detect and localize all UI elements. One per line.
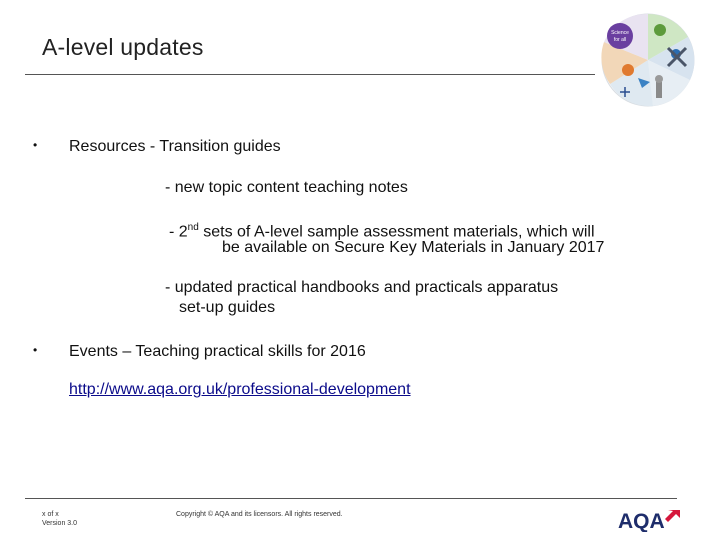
professional-development-link[interactable]: http://www.aqa.org.uk/professional-development — [69, 381, 411, 398]
aqa-logo-text: AQA — [618, 510, 665, 532]
aqa-logo — [618, 506, 682, 532]
badge-line2: for all — [613, 37, 627, 43]
bullet-text: Resources - Transition guides — [69, 138, 281, 155]
sub-item-sample-assessment-cont: be available on Secure Key Materials in January 2017 — [222, 239, 605, 256]
version-label: Version 3.0 — [42, 520, 78, 527]
sub-item-practical-handbooks: - updated practical handbooks and practicals apparatus — [165, 279, 559, 296]
page-number: x of x — [42, 511, 59, 518]
ordinal-suffix: nd — [187, 222, 199, 233]
sub-item-text: sets of A-level sample assessment materials, which will — [198, 223, 595, 241]
copyright-notice: Copyright © AQA and its licensors. All rights reserved. — [176, 511, 343, 518]
title-divider — [25, 74, 595, 75]
bullet-text: Events – Teaching practical skills for 2016 — [69, 343, 366, 360]
slide-title: A-level updates — [42, 34, 204, 60]
sub-item-practical-handbooks-cont: set-up guides — [179, 299, 276, 316]
bullet-marker: • — [33, 138, 38, 152]
sub-item-text: - 2 — [169, 223, 188, 241]
badge-line1: Science — [611, 30, 629, 36]
bullet-marker: • — [33, 343, 38, 357]
sub-item-teaching-notes: - new topic content teaching notes — [165, 179, 408, 196]
footer-divider — [25, 498, 677, 499]
science-for-all-logo — [598, 12, 698, 108]
